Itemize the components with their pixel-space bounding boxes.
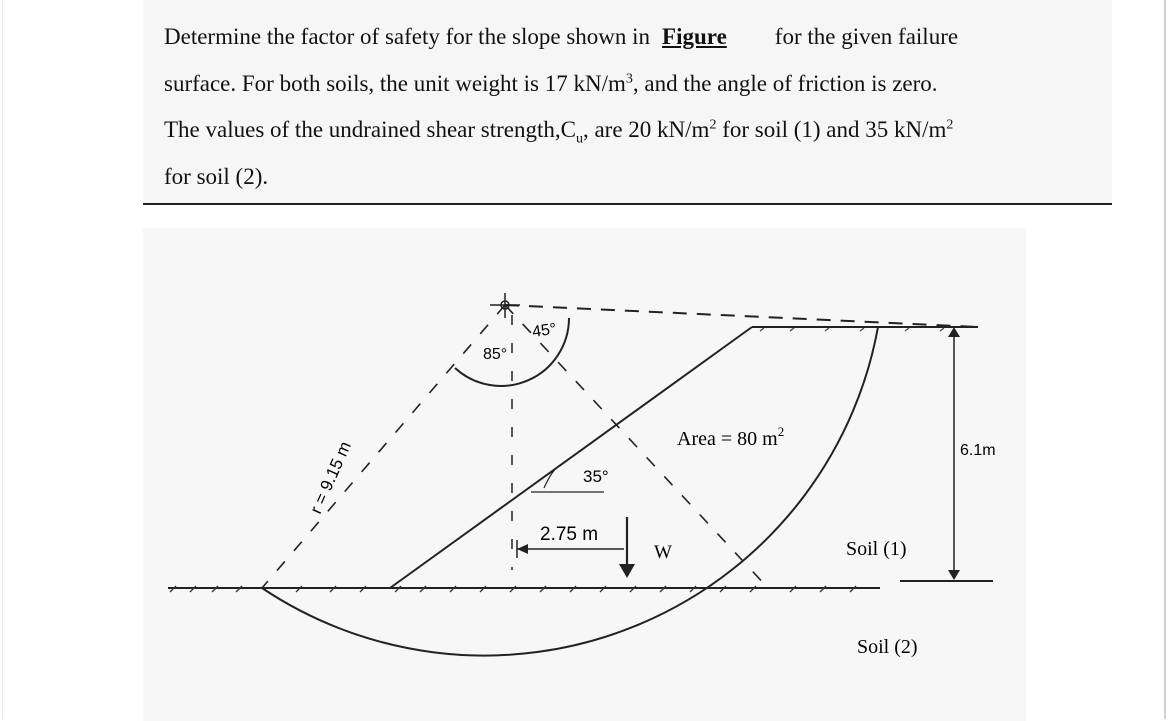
lever-arm-label: 2.75 m — [540, 524, 599, 545]
soil-2-label: Soil (2) — [857, 636, 918, 658]
line2-text-b: , and the angle of friction is zero. — [632, 70, 938, 96]
failure-surface-arc — [262, 327, 878, 656]
figure-reference-link[interactable]: Figure — [662, 24, 727, 49]
line1-text-b: for the given failure — [774, 24, 959, 49]
angle-arc-slope — [544, 465, 560, 488]
area-superscript: 2 — [777, 424, 785, 439]
radius-label: r = 9.15 m — [306, 438, 355, 517]
line3-text-b: , are 20 kN/m — [582, 117, 710, 142]
weight-arrow-head — [619, 564, 635, 578]
line3-superscript-2: 2 — [946, 117, 954, 133]
svg-text:Area = 80 m2 — [677, 424, 784, 450]
center-crosshair — [490, 293, 520, 318]
line3-text-c: for soil (1) and 35 kN/m — [716, 117, 947, 142]
soil-1-label: Soil (1) — [846, 538, 907, 560]
line4-text: for soil (2). — [164, 163, 269, 189]
lever-arm-arrowhead — [517, 544, 528, 554]
line2-superscript: 3 — [625, 70, 633, 86]
line3-subscript: u — [575, 131, 583, 147]
line3-superscript-1: 2 — [709, 117, 717, 133]
line2-text-a: surface. For both soils, the unit weight is 17 kN/m — [164, 70, 626, 96]
angle-35-label: 35° — [583, 467, 609, 486]
crest-hatching — [760, 328, 944, 331]
dashed-top-line — [505, 305, 978, 327]
weight-label: W — [654, 542, 672, 563]
height-label: 6.1m — [960, 442, 996, 459]
angle-85-label: 85° — [483, 346, 508, 363]
angle-45-label: 45° — [531, 320, 558, 341]
radius-line-left — [262, 305, 508, 588]
line1-text-a: Determine the factor of safety for the slope shown in — [164, 24, 651, 49]
line3-text-a: The values of the undrained shear strength,C — [164, 117, 576, 142]
area-label: Area = 80 m — [677, 428, 778, 450]
